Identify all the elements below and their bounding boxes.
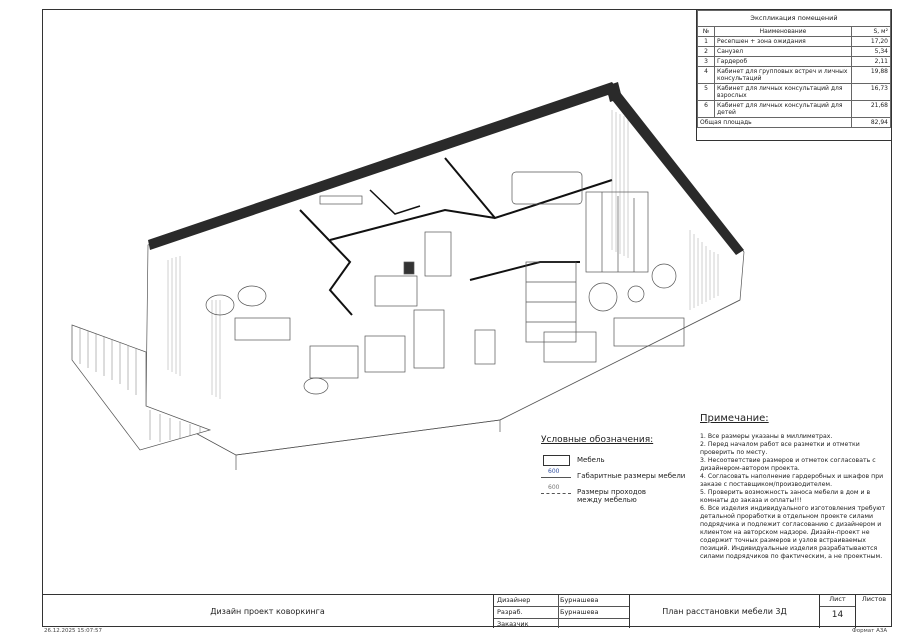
row-num: 3: [698, 57, 715, 67]
row-name: Кабинет для личных консультаций для детей: [715, 101, 852, 118]
role-label: Заказчик: [497, 620, 529, 628]
role-row: [494, 595, 629, 607]
col-area: S, м²: [852, 27, 891, 37]
note-item: 3. Несоответствие размеров и отметок согласовать с дизайнером-автором проекта.: [700, 457, 876, 472]
rooms-explication-table: [696, 10, 891, 141]
table-row: [698, 57, 891, 67]
col-number: №: [698, 27, 715, 37]
explication-title: Экспликация помещений: [698, 11, 891, 27]
legend-label: Мебель: [577, 456, 605, 464]
legend-label: Габаритные размеры мебели: [577, 472, 686, 480]
sheet-number-cell: [820, 595, 856, 628]
total-label: Общая площадь: [698, 118, 852, 128]
row-num: 1: [698, 37, 715, 47]
table-row: [698, 47, 891, 57]
notes-block: [700, 415, 890, 561]
row-name: Ресепшен + зона ожидания: [715, 37, 852, 47]
sheet-title: План расстановки мебели 3Д: [630, 595, 820, 628]
total-value: 82,94: [852, 118, 891, 128]
legend-title: Условные обозначения:: [541, 435, 654, 445]
row-num: 6: [698, 101, 715, 118]
row-num: 2: [698, 47, 715, 57]
row-area: 2,11: [852, 57, 891, 67]
notes-title: Примечание:: [700, 413, 769, 424]
legend-label: Размеры проходов между мебелью: [577, 488, 646, 504]
table-row: [698, 101, 891, 118]
row-num: 4: [698, 67, 715, 84]
sheet-number: 14: [831, 610, 844, 620]
legend: [541, 435, 691, 505]
col-name: Наименование: [715, 27, 852, 37]
table-row: [698, 67, 891, 84]
row-area: 5,34: [852, 47, 891, 57]
row-name: Кабинет для групповых встреч и личных консультаций: [715, 67, 852, 84]
sheet-format: Формат А3А: [852, 628, 888, 634]
total-row: [698, 118, 891, 128]
legend-item-overall-dim: [541, 469, 691, 483]
row-name: Гардероб: [715, 57, 852, 67]
row-area: 19,88: [852, 67, 891, 84]
dimension-value: 600: [548, 484, 560, 491]
table-row: [698, 84, 891, 101]
table-row: [698, 37, 891, 47]
legend-item-passage-dim: [541, 485, 691, 503]
row-area: 17,20: [852, 37, 891, 47]
note-item: 4. Согласовать наполнение гардеробных и шкафов при заказе с поставщиком/производителем.: [700, 473, 884, 488]
role-name: Бурнашева: [560, 596, 599, 604]
legend-item-furniture: [541, 453, 691, 467]
role-name: Бурнашева: [560, 608, 599, 616]
role-label: Разраб.: [497, 608, 523, 616]
row-name: Кабинет для личных консультаций для взрослых: [715, 84, 852, 101]
title-block: [42, 594, 892, 628]
sheet-number-label: Лист: [820, 595, 855, 607]
print-date: 26.12.2025 15:07:57: [44, 628, 102, 634]
role-row: [494, 607, 629, 619]
row-num: 5: [698, 84, 715, 101]
dimension-symbol: [541, 493, 571, 494]
dimension-symbol: [541, 477, 571, 478]
project-title: Дизайн проект коворкинга: [42, 595, 494, 628]
row-name: Санузел: [715, 47, 852, 57]
role-row: [494, 619, 629, 630]
note-item: 2. Перед началом работ все разметки и отметки проверить по месту.: [700, 441, 860, 456]
note-item: 5. Проверить возможность заноса мебели в дом и в комнаты до заказа и оплаты!!!: [700, 489, 871, 504]
furniture-symbol: [543, 455, 570, 466]
note-item: 6. Все изделия индивидуального изготовления требуют детальной проработки в отдельном проекте силами подрядчика и подлежит согласованию с дизайнером и клиентом на авторском надзоре. Дизайн-проект не содержит точных размеров и узлов встраиваемых позиций. Индивидуальные изделия разрабатываются силами подрядчиков по фактическим, а не проектным.: [700, 505, 886, 560]
role-label: Дизайнер: [497, 596, 531, 604]
row-area: 21,68: [852, 101, 891, 118]
dimension-value: 600: [548, 468, 560, 475]
sheets-total-label: Листов: [861, 595, 887, 603]
row-area: 16,73: [852, 84, 891, 101]
note-item: 1. Все размеры указаны в миллиметрах.: [700, 433, 833, 440]
roles-table: [494, 595, 630, 628]
